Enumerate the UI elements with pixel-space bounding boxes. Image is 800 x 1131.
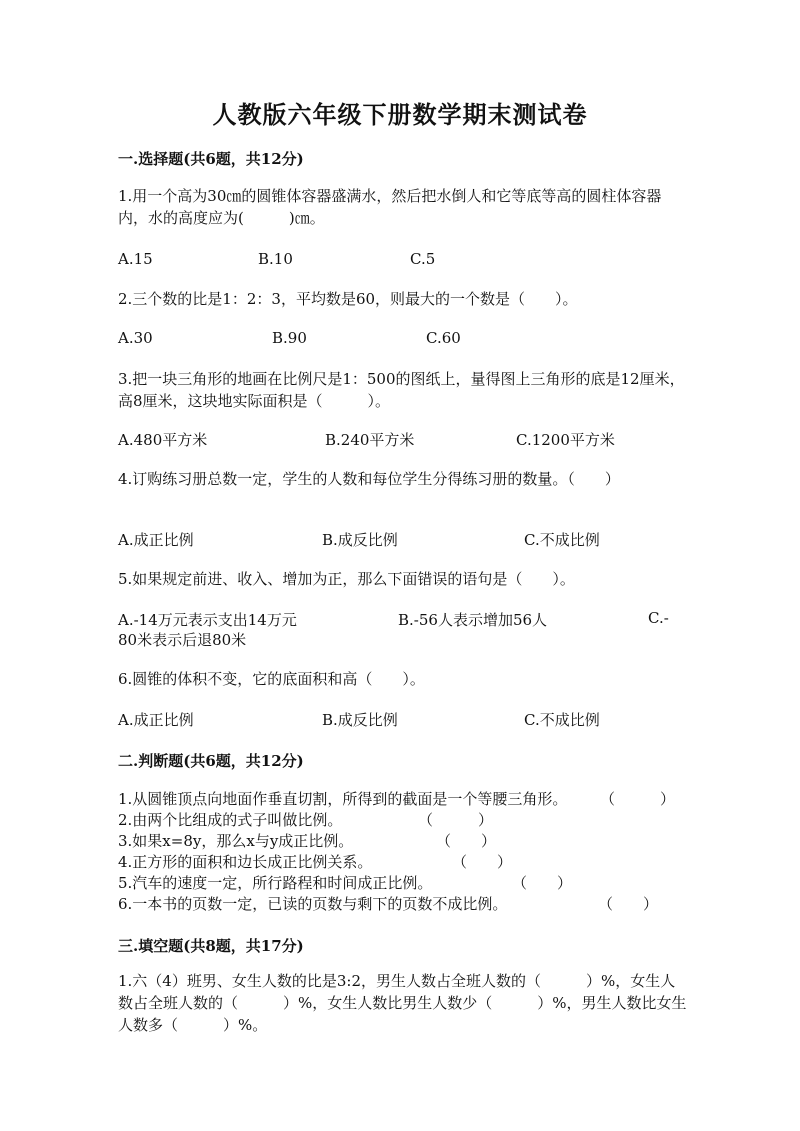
page-title: 人教版六年级下册数学期末测试卷 bbox=[212, 100, 588, 129]
judge-1-text: 1.从圆锥顶点向地面作垂直切割，所得到的截面是一个等腰三角形。 bbox=[118, 790, 568, 808]
section-heading-judge: 二.判断题(共6题，共12分) bbox=[118, 752, 304, 770]
fill-1-text: 1.六（4）班男、女生人数的比是3:2，男生人数占全班人数的（ ）%，女生人数占全班人数的（ ）%，女生人数比男生人数少（ ）%，男生人数比女生人数多（ ）%。 bbox=[118, 972, 687, 1034]
question-2-option-a: A.30 bbox=[118, 329, 153, 347]
judge-3-answer-paren: （ ） bbox=[436, 832, 497, 850]
question-5-option-c: C.- bbox=[648, 609, 669, 627]
question-6-option-b: B.成反比例 bbox=[322, 711, 398, 729]
question-4-option-c: C.不成比例 bbox=[524, 531, 600, 549]
question-5-option-a: A.-14万元表示支出14万元 bbox=[118, 611, 297, 629]
section-heading-fill: 三.填空题(共8题，共17分) bbox=[118, 937, 304, 955]
judge-5-answer-paren: （ ） bbox=[512, 874, 573, 892]
judge-5-text: 5.汽车的速度一定，所行路程和时间成正比例。 bbox=[118, 874, 433, 892]
judge-3-text: 3.如果x=8y，那么x与y成正比例。 bbox=[118, 832, 354, 850]
question-2-stem: 2.三个数的比是1：2：3，平均数是60，则最大的一个数是（ ）。 bbox=[118, 290, 578, 308]
judge-2-text: 2.由两个比组成的式子叫做比例。 bbox=[118, 811, 343, 829]
judge-6-answer-paren: （ ） bbox=[598, 895, 659, 913]
question-6-option-a: A.成正比例 bbox=[118, 711, 194, 729]
question-2-option-b: B.90 bbox=[272, 329, 307, 347]
question-6-stem: 6.圆锥的体积不变，它的底面积和高（ ）。 bbox=[118, 670, 425, 688]
question-4-stem: 4.订购练习册总数一定，学生的人数和每位学生分得练习册的数量。（ ） bbox=[118, 470, 620, 488]
judge-1-answer-paren: （ ） bbox=[600, 790, 676, 808]
question-5-option-c-continued: 80米表示后退80米 bbox=[118, 631, 247, 649]
question-4-option-a: A.成正比例 bbox=[118, 531, 194, 549]
question-5-stem: 5.如果规定前进、收入、增加为正，那么下面错误的语句是（ ）。 bbox=[118, 570, 575, 588]
question-2-option-c: C.60 bbox=[426, 329, 461, 347]
judge-2-answer-paren: （ ） bbox=[418, 811, 494, 829]
judge-4-answer-paren: （ ） bbox=[452, 853, 513, 871]
question-3-option-a: A.480平方米 bbox=[118, 431, 208, 449]
judge-6-text: 6.一本书的页数一定，已读的页数与剩下的页数不成比例。 bbox=[118, 895, 508, 913]
question-3-option-b: B.240平方米 bbox=[325, 431, 415, 449]
question-1-option-b: B.10 bbox=[258, 250, 293, 268]
question-1-option-c: C.5 bbox=[410, 250, 436, 268]
judge-4-text: 4.正方形的面积和边长成正比例关系。 bbox=[118, 853, 373, 871]
question-1-stem: 1.用一个高为30㎝的圆锥体容器盛满水，然后把水倒人和它等底等高的圆柱体容器内，水的高度应为( )㎝。 bbox=[118, 187, 662, 227]
question-3-option-c: C.1200平方米 bbox=[516, 431, 615, 449]
section-heading-choice: 一.选择题(共6题，共12分) bbox=[118, 150, 304, 168]
question-5-option-b: B.-56人表示增加56人 bbox=[398, 611, 548, 629]
question-1-option-a: A.15 bbox=[118, 250, 153, 268]
question-4-option-b: B.成反比例 bbox=[322, 531, 398, 549]
question-3-stem: 3.把一块三角形的地画在比例尺是1：500的图纸上，量得图上三角形的底是12厘米，高8厘米，这块地实际面积是（ ）。 bbox=[118, 370, 685, 410]
question-6-option-c: C.不成比例 bbox=[524, 711, 600, 729]
